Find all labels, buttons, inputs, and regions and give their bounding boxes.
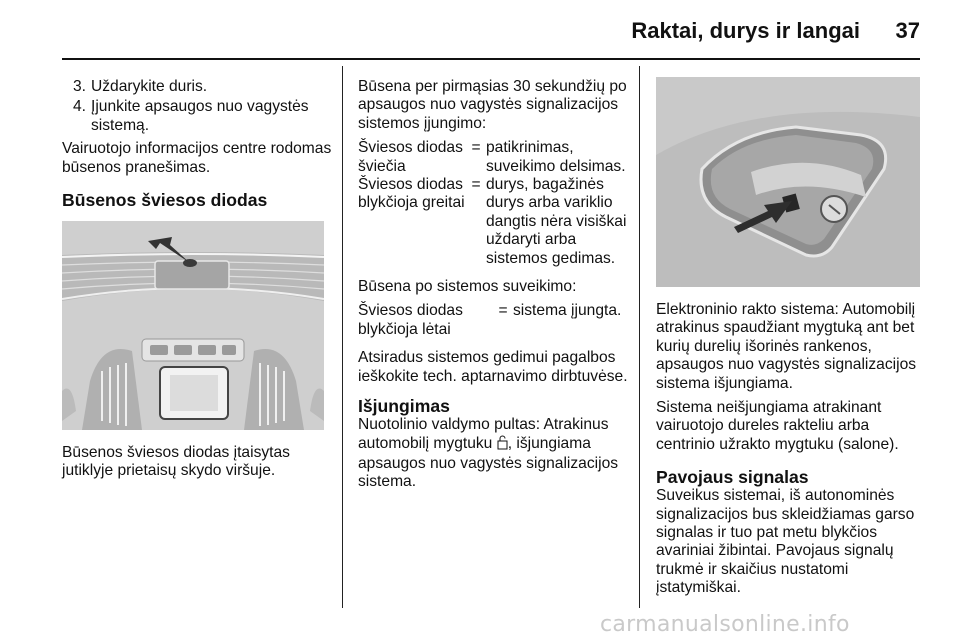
equals-sign: = (498, 302, 508, 320)
paragraph: Suveikus sistemai, iš autonominės signalizacijos bus skleidžiamas garso signalas ir tuo pat metu blykčios avariniai žibintai. Pavojaus signalų trukmė ir skaičius nustatomi įstatymiškai. (656, 487, 915, 597)
column-divider-2 (639, 66, 640, 608)
table-cell: Šviesos diodas blykčioja greitai (358, 176, 465, 212)
table-row (358, 302, 628, 339)
list-number: 4. (72, 98, 86, 116)
paragraph (358, 416, 628, 492)
column-1 (62, 78, 332, 210)
list-item (62, 98, 332, 135)
list-text: Įjunkite apsaugos nuo vagystės sistemą. (91, 98, 309, 134)
table-cell: Šviesos diodas blykčioja lėtai (358, 302, 463, 338)
section-heading: Išjungimas (358, 396, 450, 417)
paragraph: Atsiradus sistemos gedimui pagalbos ieškokite tech. aptarnavimo dirbtuvėse. (358, 349, 628, 385)
table-row (358, 176, 628, 268)
watermark: carmanualsonline.info (600, 612, 850, 637)
column-2 (358, 78, 628, 492)
unlock-icon (497, 435, 508, 455)
table-cell: Šviesos diodas šviečia (358, 139, 463, 175)
figure-caption: Būsenos šviesos diodas įtaisytas jutiklyje prietaisų skydo viršuje. (62, 444, 290, 480)
paragraph: Būsena per pirmąsias 30 sekundžių po apsaugos nuo vagystės signalizacijos sistemos įjungimo: (358, 78, 627, 132)
paragraph: Būsena po sistemos suveikimo: (358, 278, 577, 296)
list-item (62, 78, 332, 96)
paragraph: Vairuotojo informacijos centre rodomas būsenos pranešimas. (62, 140, 332, 176)
table-cell: durys, bagažinės durys arba variklio dangtis nėra visiškai uždaryti arba sistemos gedimas. (486, 176, 627, 267)
page-title: Raktai, durys ir langai (631, 18, 860, 43)
table-cell: sistema įjungta. (513, 302, 622, 320)
section-heading: Būsenos šviesos diodas (62, 190, 268, 211)
paragraph: Sistema neišjungiama atrakinant vairuotojo dureles rakteliu arba centrinio užrakto mygtuku (salone). (656, 399, 899, 453)
paragraph-text: Nuotolinio valdymo pultas: Atrakinus automobilį mygtuku (358, 416, 609, 452)
column-1-caption (62, 444, 332, 481)
equals-sign: = (471, 176, 481, 194)
table-cell: patikrinimas, suveikimo delsimas. (486, 139, 626, 175)
header-rule (62, 58, 920, 60)
list-text: Uždarykite duris. (91, 78, 208, 95)
dashboard-illustration (62, 221, 324, 430)
equals-sign: = (471, 139, 481, 157)
section-heading: Pavojaus signalas (656, 467, 809, 488)
list-number: 3. (72, 78, 86, 95)
table-row (358, 139, 628, 176)
paragraph-text: , išjungiama apsaugos nuo vagystės signalizacijos sistema. (358, 434, 619, 491)
column-divider-1 (342, 66, 343, 608)
column-3 (656, 301, 920, 598)
page-number: 37 (895, 18, 920, 43)
paragraph: Elektroninio rakto sistema: Automobilį atrakinus spaudžiant mygtuką ant bet kurių durelių išorinės rankenos, apsaugos nuo vagystės signalizacijos sistema išjungiama. (656, 301, 917, 392)
door-handle-illustration (656, 77, 920, 287)
